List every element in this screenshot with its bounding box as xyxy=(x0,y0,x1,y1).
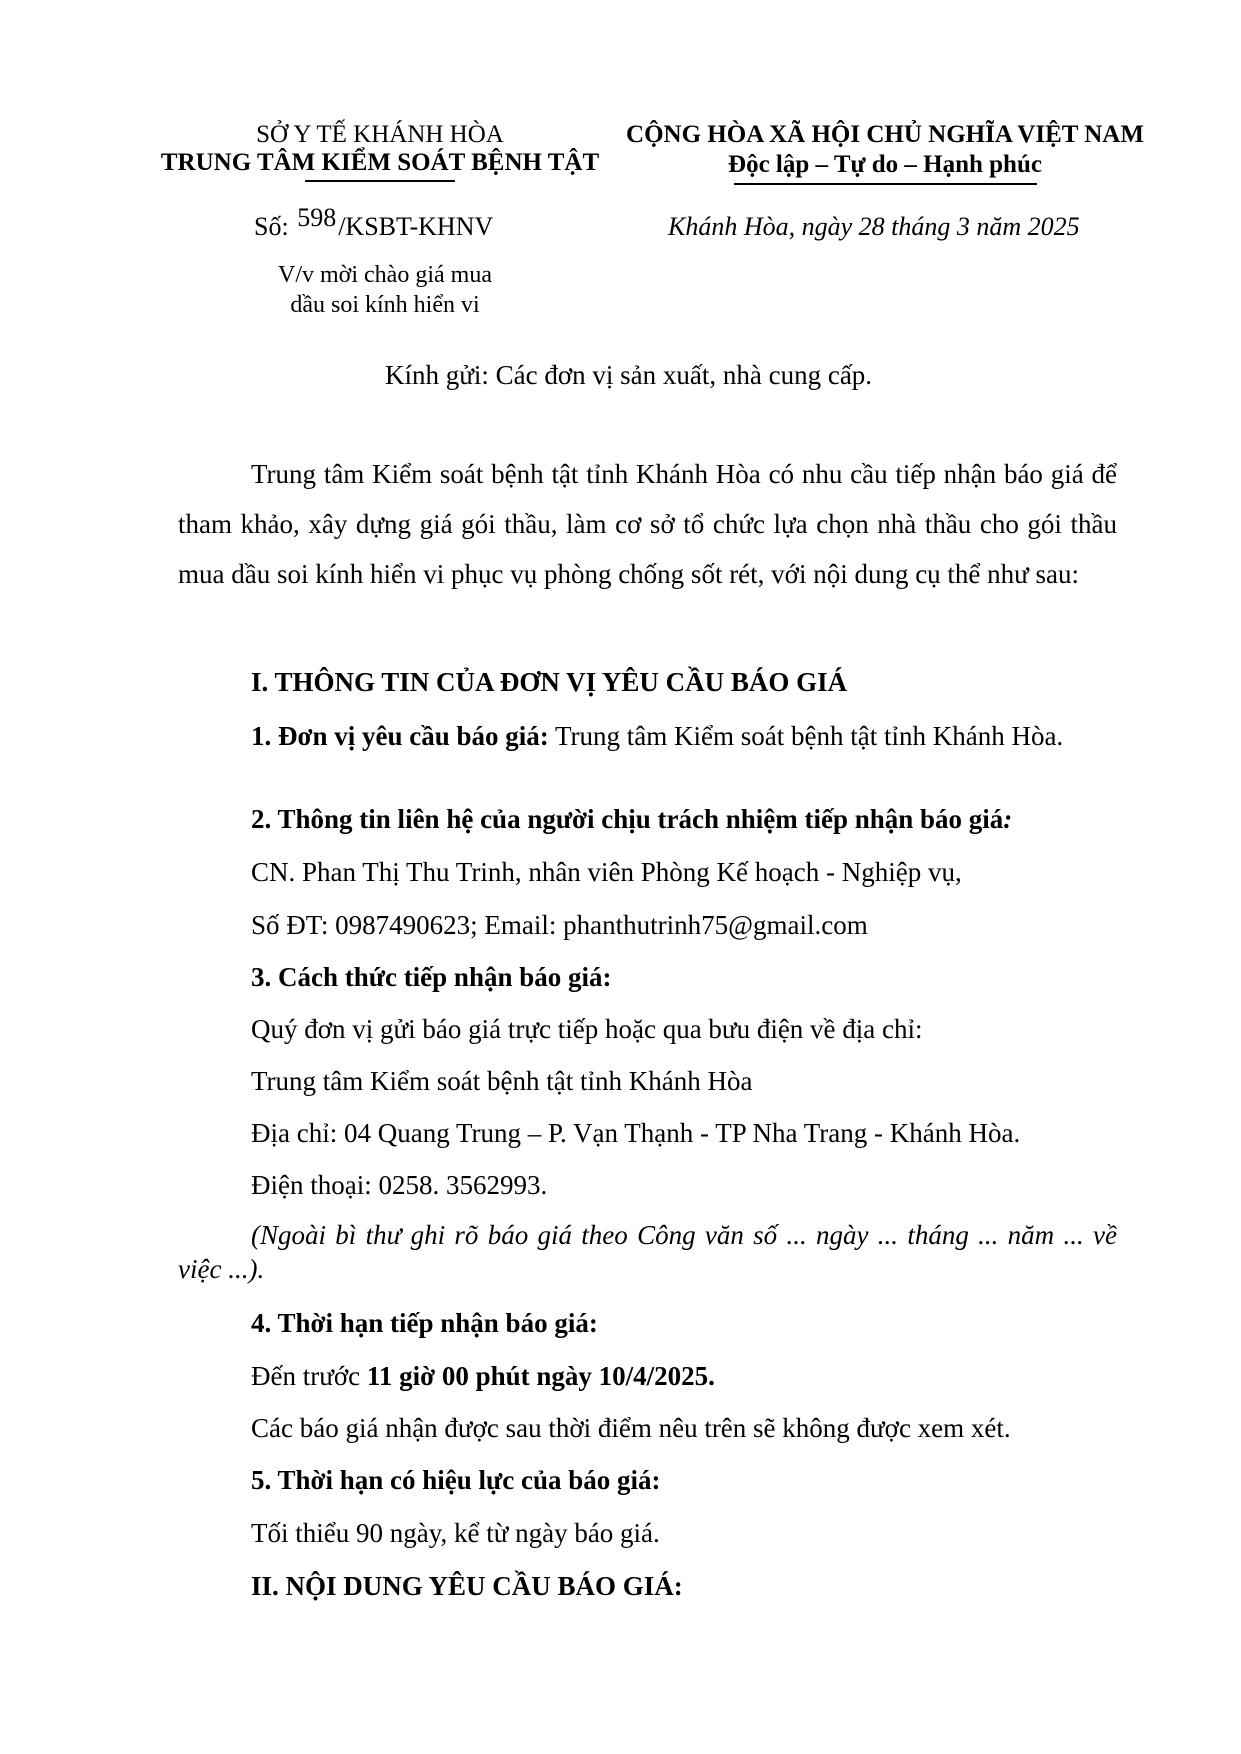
item3-line-2: Trung tâm Kiểm soát bệnh tật tỉnh Khánh Hòa xyxy=(251,1066,753,1096)
number-suffix: /KSBT-KHNV xyxy=(338,212,494,241)
number-value: 598 xyxy=(297,203,337,232)
section2-title: II. NỘI DUNG YÊU CẦU BÁO GIÁ: xyxy=(251,1571,683,1601)
item1-label: 1. Đơn vị yêu cầu báo giá: xyxy=(251,721,549,751)
item3-label: 3. Cách thức tiếp nhận báo giá: xyxy=(251,962,612,992)
item4-line-1 xyxy=(251,1361,715,1392)
item5-label: 5. Thời hạn có hiệu lực của báo giá: xyxy=(251,1465,661,1495)
recipient: Kính gửi: Các đơn vị sản xuất, nhà cung cấp. xyxy=(385,360,873,390)
item1-text: Trung tâm Kiểm soát bệnh tật tỉnh Khánh Hòa. xyxy=(548,721,1064,751)
item3-line-1: Quý đơn vị gửi báo giá trực tiếp hoặc qua bưu điện về địa chỉ: xyxy=(251,1014,923,1044)
agency-underline xyxy=(305,180,455,182)
subject-line-1: V/v mời chào giá mua xyxy=(278,262,492,288)
motto-underline xyxy=(734,183,1037,185)
intro-paragraph: Trung tâm Kiểm soát bệnh tật tỉnh Khánh Hòa có nhu cầu tiếp nhận báo giá để tham khảo, xây dựng giá gói thầu, làm cơ sở tổ chức lựa chọn nhà thầu cho gói thầu mua dầu soi kính hiển vi phục vụ phòng chống sốt rét, với nội dung cụ thể như sau: xyxy=(178,459,1117,589)
item1 xyxy=(178,711,1117,761)
item4-deadline: 11 giờ 00 phút ngày 10/4/2025. xyxy=(366,1361,715,1391)
item3-line-4: Điện thoại: 0258. 3562993. xyxy=(251,1170,548,1200)
item2-line-2: Số ĐT: 0987490623; Email: phanthutrinh75@gmail.com xyxy=(251,910,868,940)
item3-note: (Ngoài bì thư ghi rõ báo giá theo Công văn số ... ngày ... tháng ... năm ... về việc ...). xyxy=(178,1220,1117,1284)
agency-parent: SỞ Y TẾ KHÁNH HÒA xyxy=(256,121,504,148)
motto: Độc lập – Tự do – Hạnh phúc xyxy=(728,151,1042,178)
country-name: CỘNG HÒA XÃ HỘI CHỦ NGHĨA VIỆT NAM xyxy=(626,121,1144,148)
number-prefix: Số: xyxy=(254,212,289,241)
item2-heading xyxy=(251,804,1012,835)
item4-line-2: Các báo giá nhận được sau thời điểm nêu trên sẽ không được xem xét. xyxy=(251,1413,1011,1443)
item4-prefix: Đến trước xyxy=(251,1361,367,1391)
item2-label: 2. Thông tin liên hệ của người chịu trách nhiệm tiếp nhận báo giá xyxy=(251,804,1004,834)
section1-title: I. THÔNG TIN CỦA ĐƠN VỊ YÊU CẦU BÁO GIÁ xyxy=(251,667,848,697)
item2-line-1: CN. Phan Thị Thu Trinh, nhân viên Phòng Kế hoạch - Nghiệp vụ, xyxy=(251,857,962,887)
item5-line-1: Tối thiểu 90 ngày, kể từ ngày báo giá. xyxy=(251,1518,660,1548)
agency-name: TRUNG TÂM KIỂM SOÁT BỆNH TẬT xyxy=(160,149,600,176)
place-date: Khánh Hòa, ngày 28 tháng 3 năm 2025 xyxy=(668,212,1080,241)
item4-label: 4. Thời hạn tiếp nhận báo giá: xyxy=(251,1308,598,1338)
document-number xyxy=(254,203,494,242)
item2-colon: : xyxy=(1003,804,1013,834)
item3-line-3: Địa chỉ: 04 Quang Trung – P. Vạn Thạnh - TP Nha Trang - Khánh Hòa. xyxy=(251,1118,1021,1148)
subject-line-2: dầu soi kính hiển vi xyxy=(290,292,480,318)
